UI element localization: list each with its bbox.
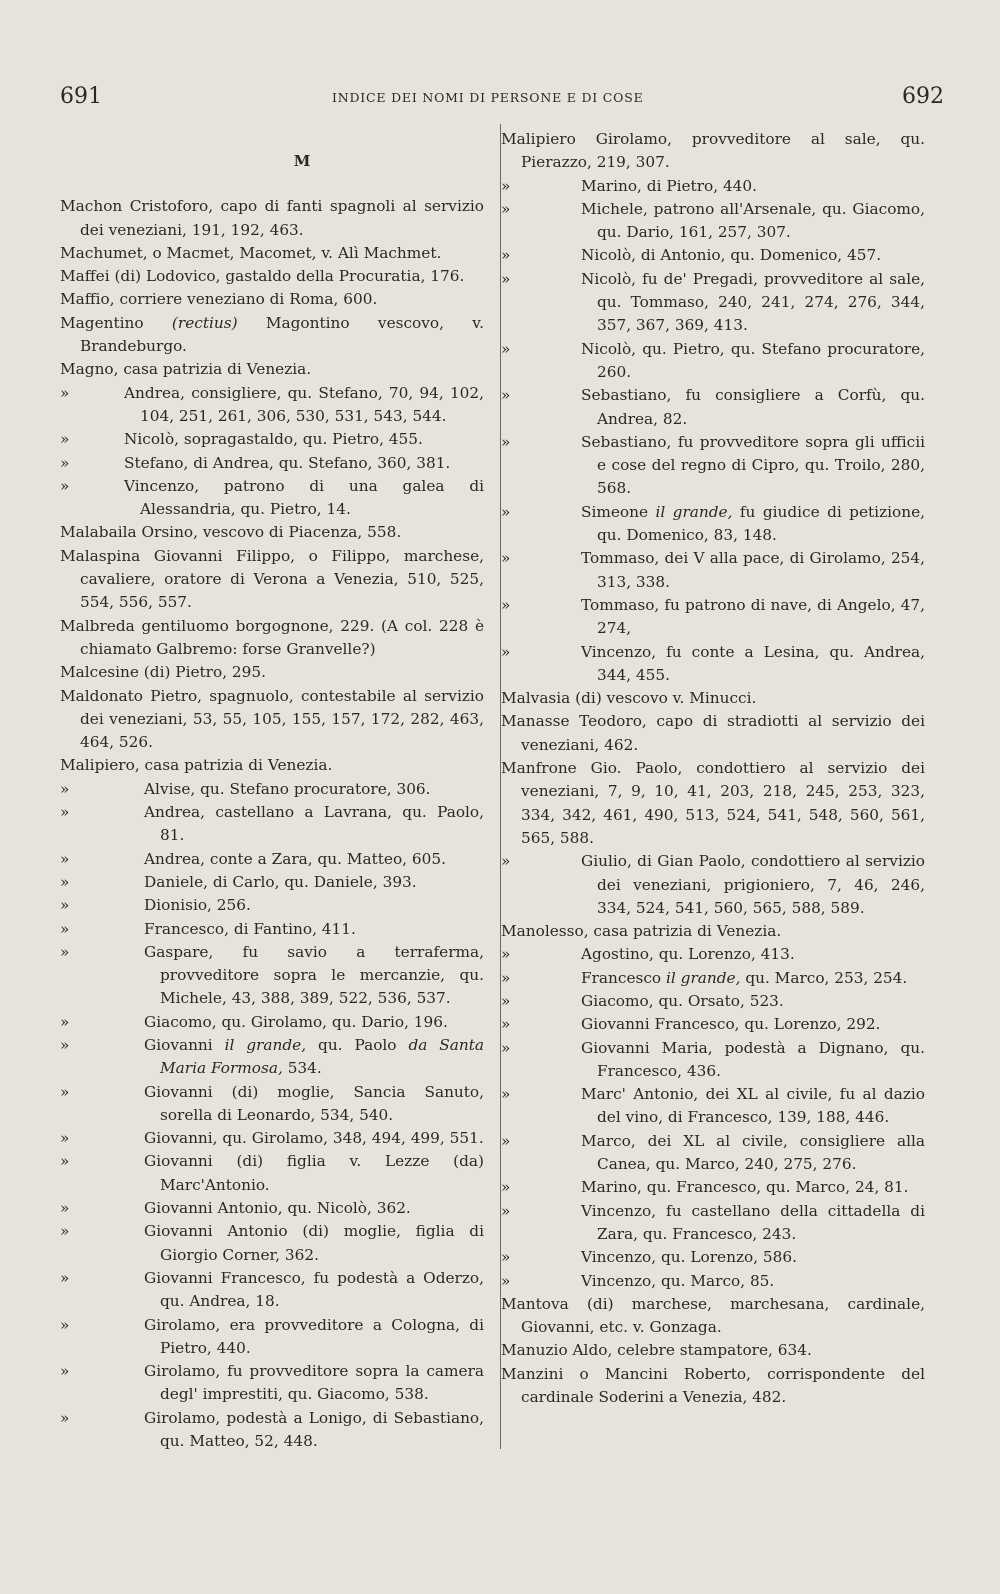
index-subentry [501, 198, 925, 245]
subentry-text: Giovanni, qu. Girolamo, 348, 494, 499, 551. [144, 1129, 484, 1148]
ditto-mark: » [60, 849, 70, 868]
subentry-text: Michele, patrono all'Arsenale, qu. Giacomo, qu. Dario, 161, 257, 307. [581, 199, 925, 242]
index-entry: Magno, casa patrizia di Venezia. [60, 360, 312, 379]
subentry-text: Girolamo, podestà a Lonigo, di Sebastiano, qu. Matteo, 52, 448. [144, 1408, 484, 1451]
ditto-mark: » [60, 1152, 70, 1171]
subentry-text: Marino, di Pietro, 440. [581, 176, 758, 195]
ditto-mark: » [501, 339, 511, 358]
index-subentry [501, 1083, 925, 1130]
subentry-text: Nicolò, di Antonio, qu. Domenico, 457. [581, 246, 882, 265]
index-subentry [501, 338, 925, 385]
subentry-text: Vincenzo, qu. Marco, 85. [581, 1271, 775, 1290]
index-entry: Manfrone Gio. Paolo, condottiero al servizio dei veneziani, 7, 9, 10, 41, 203, 218, 245, 253, 323, 334, 342, 461, 490, 513, 524, 541, 548, 560, 561, 565, 588. [501, 759, 925, 847]
index-subentry [60, 1407, 484, 1454]
index-subentry [501, 268, 925, 338]
index-subentry [60, 475, 484, 522]
entry-text: Magentino [60, 313, 172, 332]
index-entry: Malipiero, casa patrizia di Venezia. [60, 756, 333, 775]
subentry-text: Vincenzo, patrono di una galea di Alessandria, qu. Pietro, 14. [124, 476, 484, 519]
index-entry: Manuzio Aldo, celebre stampatore, 634. [501, 1341, 812, 1360]
entry-text: Simeone [581, 502, 656, 521]
index-subentry [60, 1360, 484, 1407]
ditto-mark: » [501, 1248, 511, 1267]
ditto-mark: » [60, 1408, 70, 1427]
index-subentry [60, 1220, 484, 1267]
ditto-mark: » [501, 1015, 511, 1034]
ditto-mark: » [501, 852, 511, 871]
subentry-text: Tommaso, fu patrono di nave, di Angelo, 47, 274, [581, 595, 925, 638]
ditto-mark: » [501, 1201, 511, 1220]
ditto-mark: » [501, 176, 511, 195]
ditto-mark: » [60, 383, 70, 402]
index-subentry [60, 801, 484, 848]
italic-text: da Santa Maria Formosa, [160, 1035, 484, 1078]
subentry-text: Sebastiano, fu consigliere a Corfù, qu. Andrea, 82. [581, 386, 925, 428]
index-subentry [60, 1034, 484, 1081]
subentry-text: Giovanni Maria, podestà a Dignano, qu. Francesco, 436. [581, 1038, 925, 1080]
entry-text: Magontino vescovo, v. Brandeburgo. [80, 313, 484, 356]
index-subentry [501, 501, 925, 548]
index-subentry [501, 641, 925, 688]
index-subentry [501, 1200, 925, 1247]
index-subentry [501, 1176, 925, 1199]
ditto-mark: » [60, 476, 70, 495]
subentry-text: Giovanni (di) figlia v. Lezze (da) Marc'Antonio. [144, 1152, 484, 1194]
index-subentry [60, 452, 484, 475]
subentry-text: Vincenzo, fu castellano della cittadella di Zara, qu. Francesco, 243. [581, 1201, 925, 1243]
index-subentry [60, 428, 484, 451]
ditto-mark: » [501, 502, 511, 521]
ditto-mark: » [501, 945, 511, 964]
index-subentry [501, 1130, 925, 1177]
subentry-text: Nicolò, sopragastaldo, qu. Pietro, 455. [124, 430, 423, 449]
index-subentry [60, 382, 484, 429]
entry-text: qu. Marco, 253, 254. [740, 968, 908, 987]
index-entry: Maldonato Pietro, spagnuolo, contestabile al servizio dei veneziani, 53, 55, 105, 155, 157, 172, 282, 463, 464, 526. [60, 686, 484, 752]
entry-text: 534. [282, 1059, 322, 1078]
subentry-text: Giovanni Francesco, fu podestà a Oderzo, qu. Andrea, 18. [144, 1268, 484, 1311]
subentry-text: Giovanni Antonio, qu. Nicolò, 362. [144, 1199, 411, 1218]
index-entry: Maffei (di) Lodovico, gastaldo della Procuratia, 176. [60, 267, 465, 286]
running-header [0, 84, 1000, 114]
index-subentry [501, 384, 925, 431]
section-letter: M [293, 152, 311, 170]
ditto-mark: » [60, 779, 70, 798]
index-subentry [501, 594, 925, 641]
subentry-text: Marco, dei XL al civile, consigliere alla Canea, qu. Marco, 240, 275, 276. [581, 1131, 925, 1174]
index-subentry [501, 175, 925, 198]
ditto-mark: » [501, 199, 511, 218]
index-entry [60, 312, 484, 359]
index-entry: Manasse Teodoro, capo di stradiotti al servizio dei veneziani, 462. [501, 712, 925, 754]
subentry-text: Agostino, qu. Lorenzo, 413. [581, 945, 795, 964]
index-entry: Machumet, o Macmet, Macomet, v. Alì Machmet. [60, 243, 442, 262]
italic-text: il grande, [655, 502, 733, 521]
index-subentry [60, 871, 484, 894]
ditto-mark: » [60, 872, 70, 891]
ditto-mark: » [60, 453, 70, 472]
ditto-mark: » [60, 919, 70, 938]
index-subentry [60, 848, 484, 871]
index-subentry [60, 1081, 484, 1128]
ditto-mark: » [501, 1038, 511, 1057]
ditto-mark: » [501, 642, 511, 661]
subentry-text: Giovanni Antonio (di) moglie, figlia di Giorgio Corner, 362. [144, 1222, 484, 1264]
ditto-mark: » [60, 1012, 70, 1031]
index-entry: Machon Cristoforo, capo di fanti spagnoli al servizio dei veneziani, 191, 192, 463. [60, 197, 484, 239]
ditto-mark: » [60, 1315, 70, 1334]
italic-text: il grande, [666, 968, 741, 987]
index-entry: Malaspina Giovanni Filippo, o Filippo, marchese, cavaliere, oratore di Verona a Venezia, 510, 525, 554, 556, 557. [60, 546, 484, 612]
ditto-mark: » [501, 1131, 511, 1150]
ditto-mark: » [60, 803, 70, 822]
page-number-left: 691 [60, 84, 102, 109]
subentry-text: Giovanni Francesco, qu. Lorenzo, 292. [581, 1015, 881, 1034]
subentry-text: Giacomo, qu. Girolamo, qu. Dario, 196. [144, 1012, 448, 1031]
subentry-text: Andrea, castellano a Lavrana, qu. Paolo, 81. [144, 803, 484, 845]
ditto-mark: » [501, 549, 511, 568]
index-subentry [501, 244, 925, 267]
index-entry: Malbreda gentiluomo borgognone, 229. (A col. 228 è chiamato Galbremo: forse Granvelle?) [60, 616, 484, 658]
index-subentry [501, 431, 925, 501]
ditto-mark: » [60, 1268, 70, 1287]
entry-text: fu giudice di petizione, qu. Domenico, 83, 148. [597, 502, 925, 545]
index-subentry [501, 967, 925, 990]
subentry-text [501, 501, 925, 548]
subentry-text: Sebastiano, fu provveditore sopra gli ufficii e cose del regno di Cipro, qu. Troilo, 280, 568. [581, 432, 925, 498]
subentry-text: Giovanni (di) moglie, Sancia Sanuto, sorella di Leonardo, 534, 540. [144, 1082, 484, 1124]
ditto-mark: » [60, 942, 70, 961]
subentry-text: Alvise, qu. Stefano procuratore, 306. [144, 779, 431, 798]
running-title: INDICE DEI NOMI DI PERSONE E DI COSE [332, 90, 644, 105]
index-subentry [501, 990, 925, 1013]
ditto-mark: » [501, 1085, 511, 1104]
left-column [60, 128, 484, 1453]
right-column [501, 128, 925, 1409]
index-subentry [60, 941, 484, 1011]
subentry-text: Marc' Antonio, dei XL al civile, fu al dazio del vino, di Francesco, 139, 188, 446. [581, 1085, 925, 1127]
ditto-mark: » [501, 991, 511, 1010]
subentry-text: Nicolò, fu de' Pregadi, provveditore al sale, qu. Tommaso, 240, 241, 274, 276, 344, 357, 367, 369, 413. [581, 269, 925, 335]
ditto-mark: » [501, 432, 511, 451]
index-subentry [501, 1013, 925, 1036]
index-subentry [501, 850, 925, 920]
index-entry: Mantova (di) marchese, marchesana, cardinale, Giovanni, etc. v. Gonzaga. [501, 1294, 925, 1337]
ditto-mark: » [60, 1362, 70, 1381]
subentry-text: Vincenzo, fu conte a Lesina, qu. Andrea, 344, 455. [581, 642, 925, 684]
ditto-mark: » [60, 896, 70, 915]
italic-text: il grande, [224, 1035, 307, 1054]
subentry-text: Nicolò, qu. Pietro, qu. Stefano procuratore, 260. [581, 339, 925, 381]
index-subentry [501, 943, 925, 966]
subentry-text: Dionisio, 256. [144, 896, 251, 915]
index-subentry [501, 547, 925, 594]
subentry-text: Giacomo, qu. Orsato, 523. [581, 991, 784, 1010]
ditto-mark: » [60, 1035, 70, 1054]
index-subentry [60, 918, 484, 941]
subentry-text: Andrea, consigliere, qu. Stefano, 70, 94, 102, 104, 251, 261, 306, 530, 531, 543, 544. [124, 383, 484, 425]
page-number-right: 692 [902, 84, 944, 109]
index-subentry [60, 1197, 484, 1220]
index-entry: Maffio, corriere veneziano di Roma, 600. [60, 290, 378, 309]
index-subentry [60, 1150, 484, 1197]
ditto-mark: » [60, 1129, 70, 1148]
index-entry: Malipiero Girolamo, provveditore al sale, qu. Pierazzo, 219, 307. [501, 130, 925, 172]
index-entry: Manzini o Mancini Roberto, corrispondente del cardinale Soderini a Venezia, 482. [501, 1364, 925, 1407]
subentry-text: Gaspare, fu savio a terraferma, provveditore sopra le mercanzie, qu. Michele, 43, 388, 389, 522, 536, 537. [144, 942, 484, 1008]
index-subentry [501, 1270, 925, 1293]
ditto-mark: » [501, 269, 511, 288]
ditto-mark: » [60, 1222, 70, 1241]
index-subentry [60, 894, 484, 917]
ditto-mark: » [501, 246, 511, 265]
ditto-mark: » [501, 595, 511, 614]
entry-text: Giovanni [144, 1035, 225, 1054]
entry-text: qu. Paolo [306, 1035, 409, 1054]
subentry-text: Girolamo, fu provveditore sopra la camera degl' imprestiti, qu. Giacomo, 538. [144, 1362, 484, 1404]
ditto-mark: » [501, 386, 511, 405]
subentry-text: Girolamo, era provveditore a Cologna, di Pietro, 440. [144, 1315, 484, 1357]
index-subentry [501, 1246, 925, 1269]
subentry-text: Stefano, di Andrea, qu. Stefano, 360, 381. [124, 453, 451, 472]
subentry-text: Giulio, di Gian Paolo, condottiero al servizio dei veneziani, prigioniero, 7, 46, 246, 334, 524, 541, 560, 565, 588, 589. [581, 852, 925, 917]
subentry-text [501, 967, 925, 990]
subentry-text: Francesco, di Fantino, 411. [144, 919, 356, 938]
index-subentry [501, 1037, 925, 1084]
index-subentry [60, 1127, 484, 1150]
ditto-mark: » [501, 968, 511, 987]
index-entry: Manolesso, casa patrizia di Venezia. [501, 922, 782, 941]
subentry-text: Andrea, conte a Zara, qu. Matteo, 605. [144, 849, 446, 868]
index-subentry [60, 1267, 484, 1314]
subentry-text: Tommaso, dei V alla pace, di Girolamo, 254, 313, 338. [581, 549, 925, 591]
ditto-mark: » [60, 430, 70, 449]
index-subentry [60, 778, 484, 801]
subentry-text: Vincenzo, qu. Lorenzo, 586. [581, 1248, 797, 1267]
index-subentry [60, 1314, 484, 1361]
subentry-text: Marino, qu. Francesco, qu. Marco, 24, 81. [581, 1178, 909, 1197]
italic-text: (rectius) [171, 313, 238, 332]
index-subentry [60, 1011, 484, 1034]
subentry-text [60, 1034, 484, 1081]
index-entry: Malabaila Orsino, vescovo di Piacenza, 558. [60, 523, 402, 542]
ditto-mark: » [501, 1178, 511, 1197]
ditto-mark: » [60, 1082, 70, 1101]
ditto-mark: » [501, 1271, 511, 1290]
ditto-mark: » [60, 1199, 70, 1218]
entry-text: Francesco [581, 968, 667, 987]
subentry-text: Daniele, di Carlo, qu. Daniele, 393. [144, 872, 417, 891]
index-entry: Malcesine (di) Pietro, 295. [60, 663, 266, 682]
index-entry: Malvasia (di) vescovo v. Minucci. [501, 689, 757, 708]
